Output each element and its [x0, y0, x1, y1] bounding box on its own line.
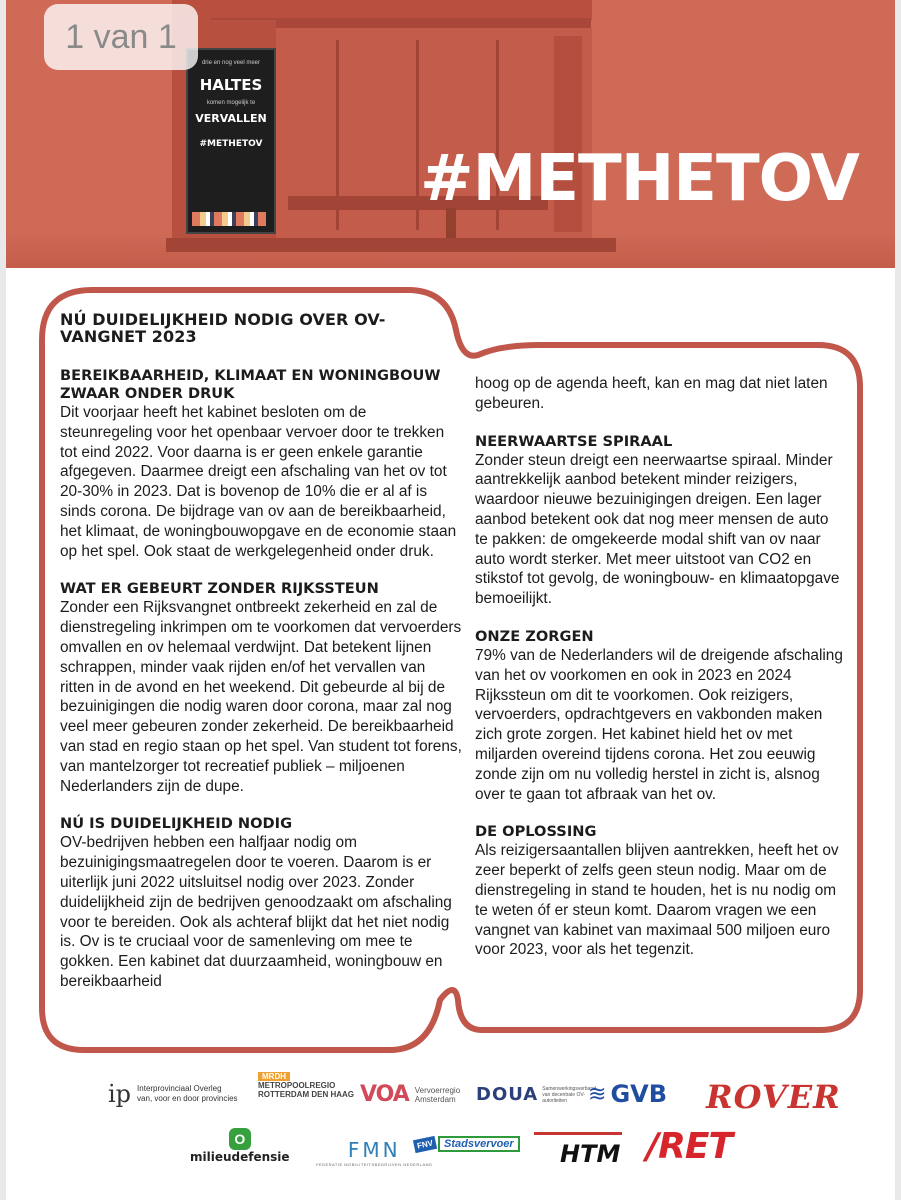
doua-logo — [476, 1084, 602, 1105]
page-right-edge — [895, 0, 901, 1200]
fnv-text: Stadsvervoer — [438, 1136, 520, 1152]
ipo-logo — [108, 1080, 238, 1108]
gvb-mark: GVB — [610, 1080, 668, 1108]
bus-shelter-roof — [172, 0, 592, 20]
section-body: Zonder een Rijksvangnet ontbreekt zekerheid en zal de dienstregeling inkrimpen om te voorkomen dat vervoerders omvallen en ov helemaal verdwijnt. Dat betekent lijnen schrappen, minder vaak rijden en/of het vervallen van ritten in de avond en het weekend. Dit gebeurde al bij de bezuinigingen die nodig waren door corona, maar zal nog veel meer gebeuren zonder zekerheid. De bereikbaarheid van stad en regio staan op het spel. Van student tot forens, van mantelzorger tot recreatief publiek – miljoenen Nederlanders zijn de dupe. — [60, 599, 462, 795]
fmn-sub: FEDERATIE MOBILITEITSBEDRIJVEN NEDERLAND — [316, 1162, 433, 1167]
vra-line1: Vervoerregio — [414, 1085, 461, 1095]
gvb-logo — [588, 1080, 667, 1108]
ipo-text — [137, 1084, 238, 1104]
mrdh-line1: METROPOOLREGIO — [258, 1081, 336, 1090]
doua-mark: DOUA — [476, 1084, 539, 1105]
poster-small-text-2: komen mogelijk te — [206, 100, 256, 106]
section-heading: WAT ER GEBEURT ZONDER RIJKSSTEUN — [60, 580, 379, 598]
section-heading: ONZE ZORGEN — [475, 627, 594, 645]
milieudefensie-mark: milieudefensie — [190, 1150, 290, 1164]
ret-logo — [646, 1126, 732, 1167]
section-body: OV-bedrijven hebben een halfjaar nodig om bezuinigingsmaatregelen door te voeren. Daarom is er uiterlijk juni 2022 uitsluitsel nodig over 2023. Zonder duidelijkheid zijn de bedrijven genoodzaakt om afschaling voor te bereiden. Ook als achteraf blijkt dat het niet nodig is. Ov is te cruciaal voor de samenleving om mee te gokken. Een kabinet dat duurzaamheid, woningbouw en bereikbaarheid — [60, 834, 452, 990]
section-heading: DE OPLOSSING — [475, 823, 597, 841]
article-left-column — [60, 311, 462, 1011]
poster-subheadline: VERVALLEN — [195, 112, 267, 125]
poster-hashtag: #METHETOV — [199, 139, 263, 149]
article-title: NÚ DUIDELIJKHEID NODIG OVER OV-VANGNET 2023 — [60, 310, 386, 346]
milieudefensie-icon: O — [229, 1128, 251, 1150]
bus-shelter-base — [166, 238, 616, 252]
partner-logos — [0, 1066, 901, 1200]
fnv-badge: FNV — [413, 1135, 437, 1152]
section-heading: NEERWAARTSE SPIRAAL — [475, 432, 673, 450]
article-right-column — [475, 374, 845, 979]
section-body: Zonder steun dreigt een neerwaartse spiraal. Minder aantrekkelijk aanbod betekent minder reizigers, waardoor nieuwe bezuinigingen dreigen. Een lager aanbod betekent ook dat nog meer mensen de auto te pakken: de omgekeerde modal shift van ov naar auto wordt sterker. Met meer uitstoot van CO2 en stikstof tot gevolg, de woningbouw- en klimaatopgave bemoeilijkt. — [475, 451, 840, 608]
section-body: Dit voorjaar heeft het kabinet besloten om de steunregeling voor het openbaar vervoer door te trekken tot eind 2022. Voor daarna is er geen enkele garantie afgegeven. Daarmee dreigt een afschaling van het ov tot 20-30% in 2023. Dat is bovenop de 10% die er al af is sinds corona. De bijdrage van ov aan de bereikbaarheid, het klimaat, de woningbouwopgave en de economie staan op het spel. Ook staat de werkgelegenheid onder druk. — [60, 404, 457, 560]
ret-mark: /RET — [646, 1126, 733, 1167]
vervoerregio-logo — [360, 1082, 460, 1107]
ipo-mark: ip — [108, 1080, 132, 1108]
htm-mark: HTM — [560, 1140, 621, 1168]
rover-logo — [706, 1078, 841, 1116]
poster-headline: HALTES — [199, 76, 263, 94]
fnv-logo — [414, 1136, 520, 1152]
vra-line2: Amsterdam — [414, 1094, 456, 1104]
page-counter-badge: 1 van 1 — [44, 4, 198, 70]
mrdh-line2: ROTTERDAM DEN HAAG — [258, 1090, 354, 1099]
htm-logo — [534, 1132, 620, 1168]
htm-bar — [534, 1132, 622, 1135]
vra-mark: VOA — [360, 1082, 409, 1107]
poster-small-text: drie en nog veel meer — [201, 60, 261, 66]
ipo-line1: Interprovinciaal Overleg — [137, 1084, 222, 1093]
mrdh-logo — [258, 1072, 354, 1099]
fmn-mark: FMN — [347, 1138, 401, 1162]
shelter-poster — [186, 48, 276, 234]
section-body: Als reizigersaantallen blijven aantrekken, heeft het ov zeer beperkt of zelfs geen steun nodig. Maar om de dienstregeling in stand te houden, het is nu nodig om te weten óf er steun komt. Daarom vragen we een vangnet van kabinet van maximaal 500 miljoen euro voor 2023, voor als het tegenzit. — [475, 842, 839, 959]
banner-hashtag: #METHETOV — [420, 142, 859, 216]
mrdh-badge: MRDH — [258, 1072, 290, 1081]
milieudefensie-logo — [190, 1128, 290, 1164]
rover-mark: ROVER — [706, 1078, 841, 1116]
ipo-line2: van, voor en door provincies — [137, 1094, 238, 1103]
poster-pattern — [192, 212, 266, 226]
section-heading: NÚ IS DUIDELIJKHEID NODIG — [60, 815, 293, 833]
doua-sub: Samenwerkingsverband van decentrale OV-autoriteiten — [542, 1085, 596, 1104]
continued-paragraph: hoog op de agenda heeft, kan en mag dat niet laten gebeuren. — [475, 375, 828, 412]
section-heading: BEREIKBAARHEID, KLIMAAT EN WONINGBOUW ZWAAR ONDER DRUK — [60, 367, 441, 402]
section-body: 79% van de Nederlanders wil de dreigende afschaling van het ov voorkomen en ook in 2023 en 2024 Rijkssteun om dit te voorkomen. Ook reizigers, vervoerders, opdrachtgevers en vakbonden maken zich grote zorgen. Het kabinet hield het ov met miljarden overeind tijdens corona. Het zou eeuwig zonde zijn om nu volledig herstel in zicht is, alsnog over te gaan tot afbraak van het ov. — [475, 646, 843, 803]
gvb-waves-icon: ≋ — [588, 1081, 607, 1107]
vra-text — [415, 1086, 460, 1104]
